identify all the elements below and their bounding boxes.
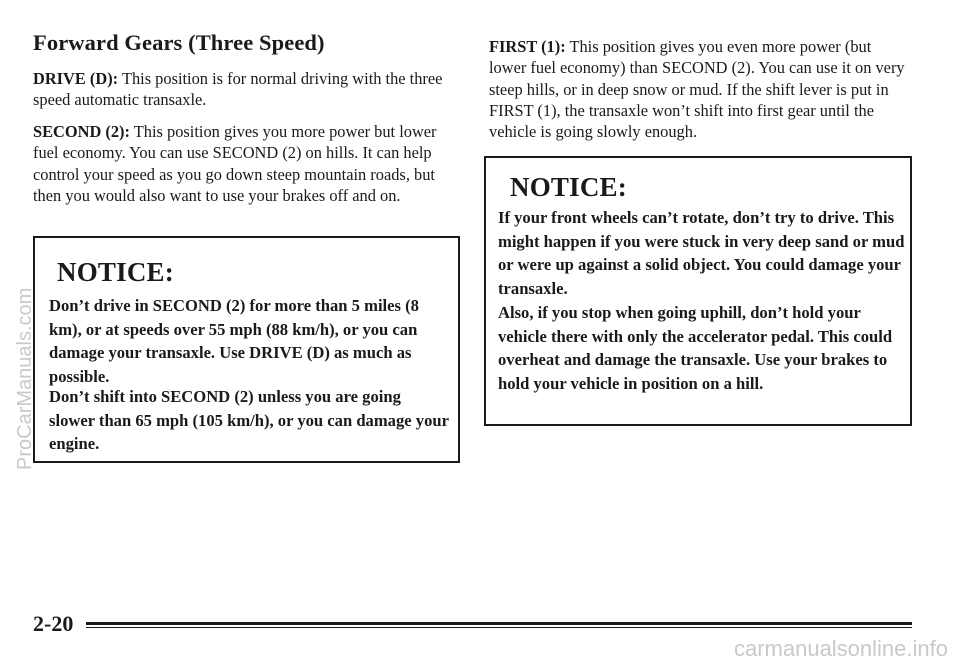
side-watermark: ProCarManuals.com: [14, 287, 36, 470]
footer-rule-thin: [86, 627, 912, 628]
page-number: 2-20: [33, 611, 74, 636]
second-label: SECOND (2):: [33, 122, 130, 141]
first-paragraph: [489, 36, 911, 142]
first-label: FIRST (1):: [489, 37, 566, 56]
notice-right-text-2: Also, if you stop when going uphill, don’t hold your vehicle there with only the accelerator pedal. This could overheat and damage the transaxle. Use your brakes to hold your vehicle in position on a hill.: [498, 303, 893, 393]
second-paragraph: [33, 121, 458, 206]
notice-box-left: [33, 236, 460, 463]
second-text: This position gives you more power but lower fuel economy. You can use SECOND (2) on hills. It can help control your speed as you go down steep mountain roads, but then you would also want to use your brakes off and on.: [33, 122, 437, 205]
bottom-watermark: carmanualsonline.info: [733, 636, 948, 661]
notice-title-left: NOTICE:: [57, 257, 174, 287]
section-heading: Forward Gears (Three Speed): [33, 30, 325, 55]
drive-label: DRIVE (D):: [33, 69, 119, 88]
drive-text: This position is for normal driving with the three speed automatic transaxle.: [33, 69, 443, 110]
first-text: This position gives you even more power (but lower fuel economy) than SECOND (2). You can use it on very steep hills, or in deep snow or mud. If the shift lever is put in FIRST (1), the transaxle won’t shift into first gear until the vehicle is going slowly enough.: [489, 37, 905, 142]
notice-right-text-1: If your front wheels can’t rotate, don’t try to drive. This might happen if you were stuck in very deep sand or mud or were up against a solid object. You could damage your transaxle.: [498, 208, 905, 298]
notice-title-right: NOTICE:: [510, 172, 627, 202]
drive-paragraph: [33, 68, 458, 111]
notice-box-right: [484, 156, 912, 426]
footer-rule: [86, 622, 912, 625]
notice-left-text-1: Don’t drive in SECOND (2) for more than 5 miles (8 km), or at speeds over 55 mph (88 km/h), or you can damage your transaxle. Use DRIVE (D) as much as possible.: [49, 296, 419, 386]
notice-left-text-2: Don’t shift into SECOND (2) unless you are going slower than 65 mph (105 km/h), or you can damage your engine.: [49, 387, 449, 454]
